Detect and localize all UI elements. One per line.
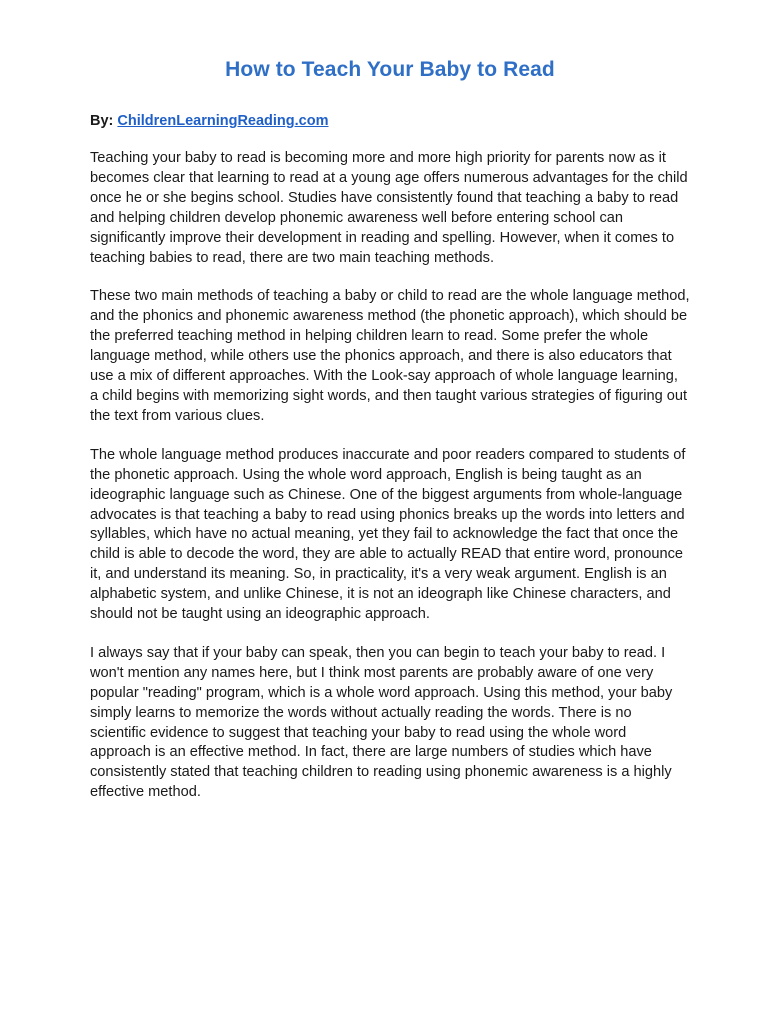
byline <box>90 111 690 131</box>
paragraph-3: The whole language method produces inaccurate and poor readers compared to students of the phonetic approach. Using the whole word approach, English is being taught as an ideographic language such as Chinese. One of the biggest arguments from whole-language advocates is that teaching a baby to read using phonics breaks up the words into letters and syllables, which have no actual meaning, yet they fail to acknowledge the fact that once the child is able to decode the word, they are able to actually READ that entire word, pronounce it, and understand its meaning. So, in practicality, it's a very weak argument. English is an alphabetic system, and unlike Chinese, it is not an ideograph like Chinese characters, and should not be taught using an ideographic approach. <box>90 446 686 623</box>
paragraph-4: I always say that if your baby can speak, then you can begin to teach your baby to read. I won't mention any names here, but I think most parents are probably aware of one very popular "reading" program, which is a whole word approach. Using this method, your baby simply learns to memorize the words without actually reading the words. There is no scientific evidence to suggest that teaching your baby to read using the whole word approach is an effective method. In fact, there are large numbers of studies which have consistently stated that teaching children to reading using phonemic awareness is a highly effective method. <box>90 644 673 801</box>
byline-label: By: <box>90 113 118 129</box>
page-title: How to Teach Your Baby to Read <box>225 58 555 81</box>
paragraph-2: These two main methods of teaching a baby or child to read are the whole language method, and the phonics and phonemic awareness method (the phonetic approach), which should be the preferred teaching method in helping children learn to read. Some prefer the whole language method, while others use the phonics approach, and there is also educators that use a mix of different approaches. With the Look-say approach of whole language learning, a child begins with memorizing sight words, and then taught various strategies of figuring out the text from various clues. <box>90 288 690 424</box>
source-link[interactable]: ChildrenLearningReading.com <box>117 113 329 129</box>
document-page <box>90 56 690 803</box>
paragraph-1: Teaching your baby to read is becoming more and more high priority for parents now as it becomes clear that learning to read at a young age offers numerous advantages for the child once he or she begins school. Studies have consistently found that teaching a baby to read and helping children develop phonemic awareness well before entering school can significantly improve their development in reading and spelling. However, when it comes to teaching babies to read, there are two main teaching methods. <box>90 150 688 266</box>
